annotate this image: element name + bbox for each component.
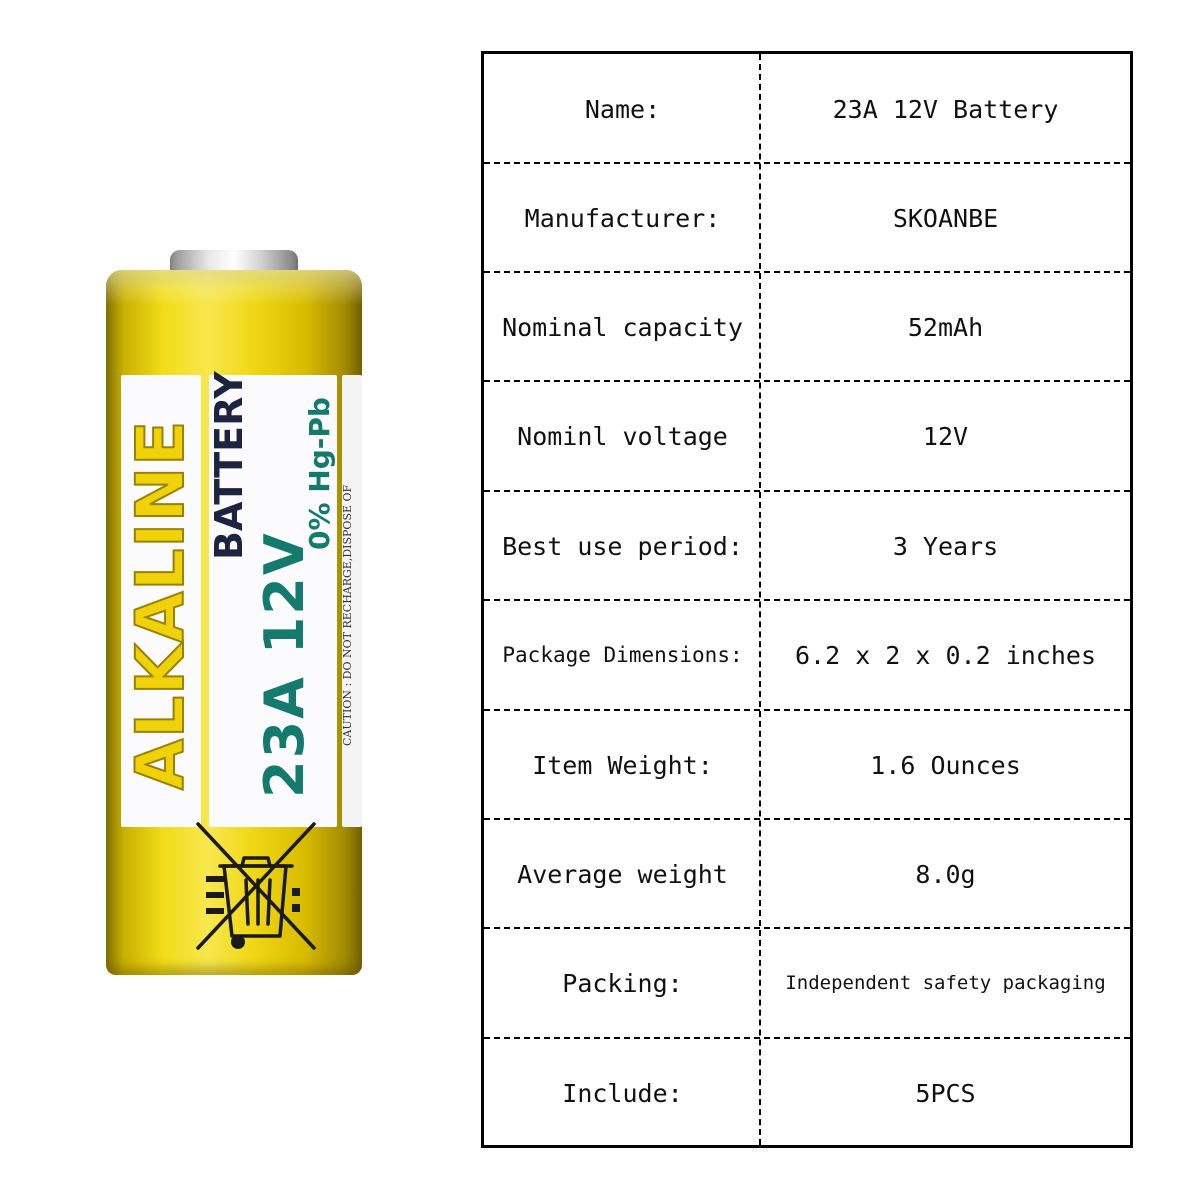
row-value: 1.6 Ounces [870,750,1021,780]
row-value: 6.2 x 2 x 0.2 inches [794,640,1097,670]
crossed-out-wheelie-bin-icon [194,820,324,958]
row-label: Nominal capacity [502,312,743,342]
row-label: Nominl voltage [517,421,728,451]
table-row [484,491,1130,601]
table-row [484,710,1130,820]
row-label: Item Weight: [532,750,713,780]
table-row [484,381,1130,491]
battery-top-rim [106,270,362,314]
battery-brand-text: ALKALINE [122,419,199,790]
table-row [484,1038,1130,1148]
row-value: SKOANBE [892,203,999,233]
row-value: 8.0g [915,859,976,889]
table-row [484,54,1130,164]
row-label: Average weight [517,859,728,889]
row-label: Include: [562,1078,683,1108]
row-value: 3 Years [892,531,999,561]
row-value: 12V [922,421,969,451]
battery-model-text: 23A 12V [253,531,316,798]
table-row [484,819,1130,929]
row-label: Best use period: [502,531,743,561]
row-value: Independent safety packaging [785,972,1106,994]
row-value: 23A 12V Battery [832,94,1059,124]
row-value: 52mAh [907,312,984,342]
row-label: Name: [584,94,661,124]
table-row [484,600,1130,710]
row-label: Manufacturer: [524,203,721,233]
row-label: Packing: [562,968,683,998]
battery-type-text: BATTERY [207,371,251,560]
table-row [484,163,1130,273]
table-row [484,928,1130,1038]
battery-caution-text: CAUTION : DO NOT RECHARGE,DISPOSE OF [341,484,354,746]
row-value: 5PCS [915,1078,976,1108]
row-label: Package Dimensions: [502,643,743,667]
table-row [484,272,1130,382]
battery-mercury-text: 0% Hg-Pb [303,397,336,550]
spec-table [481,51,1133,1148]
battery-image [98,240,370,980]
